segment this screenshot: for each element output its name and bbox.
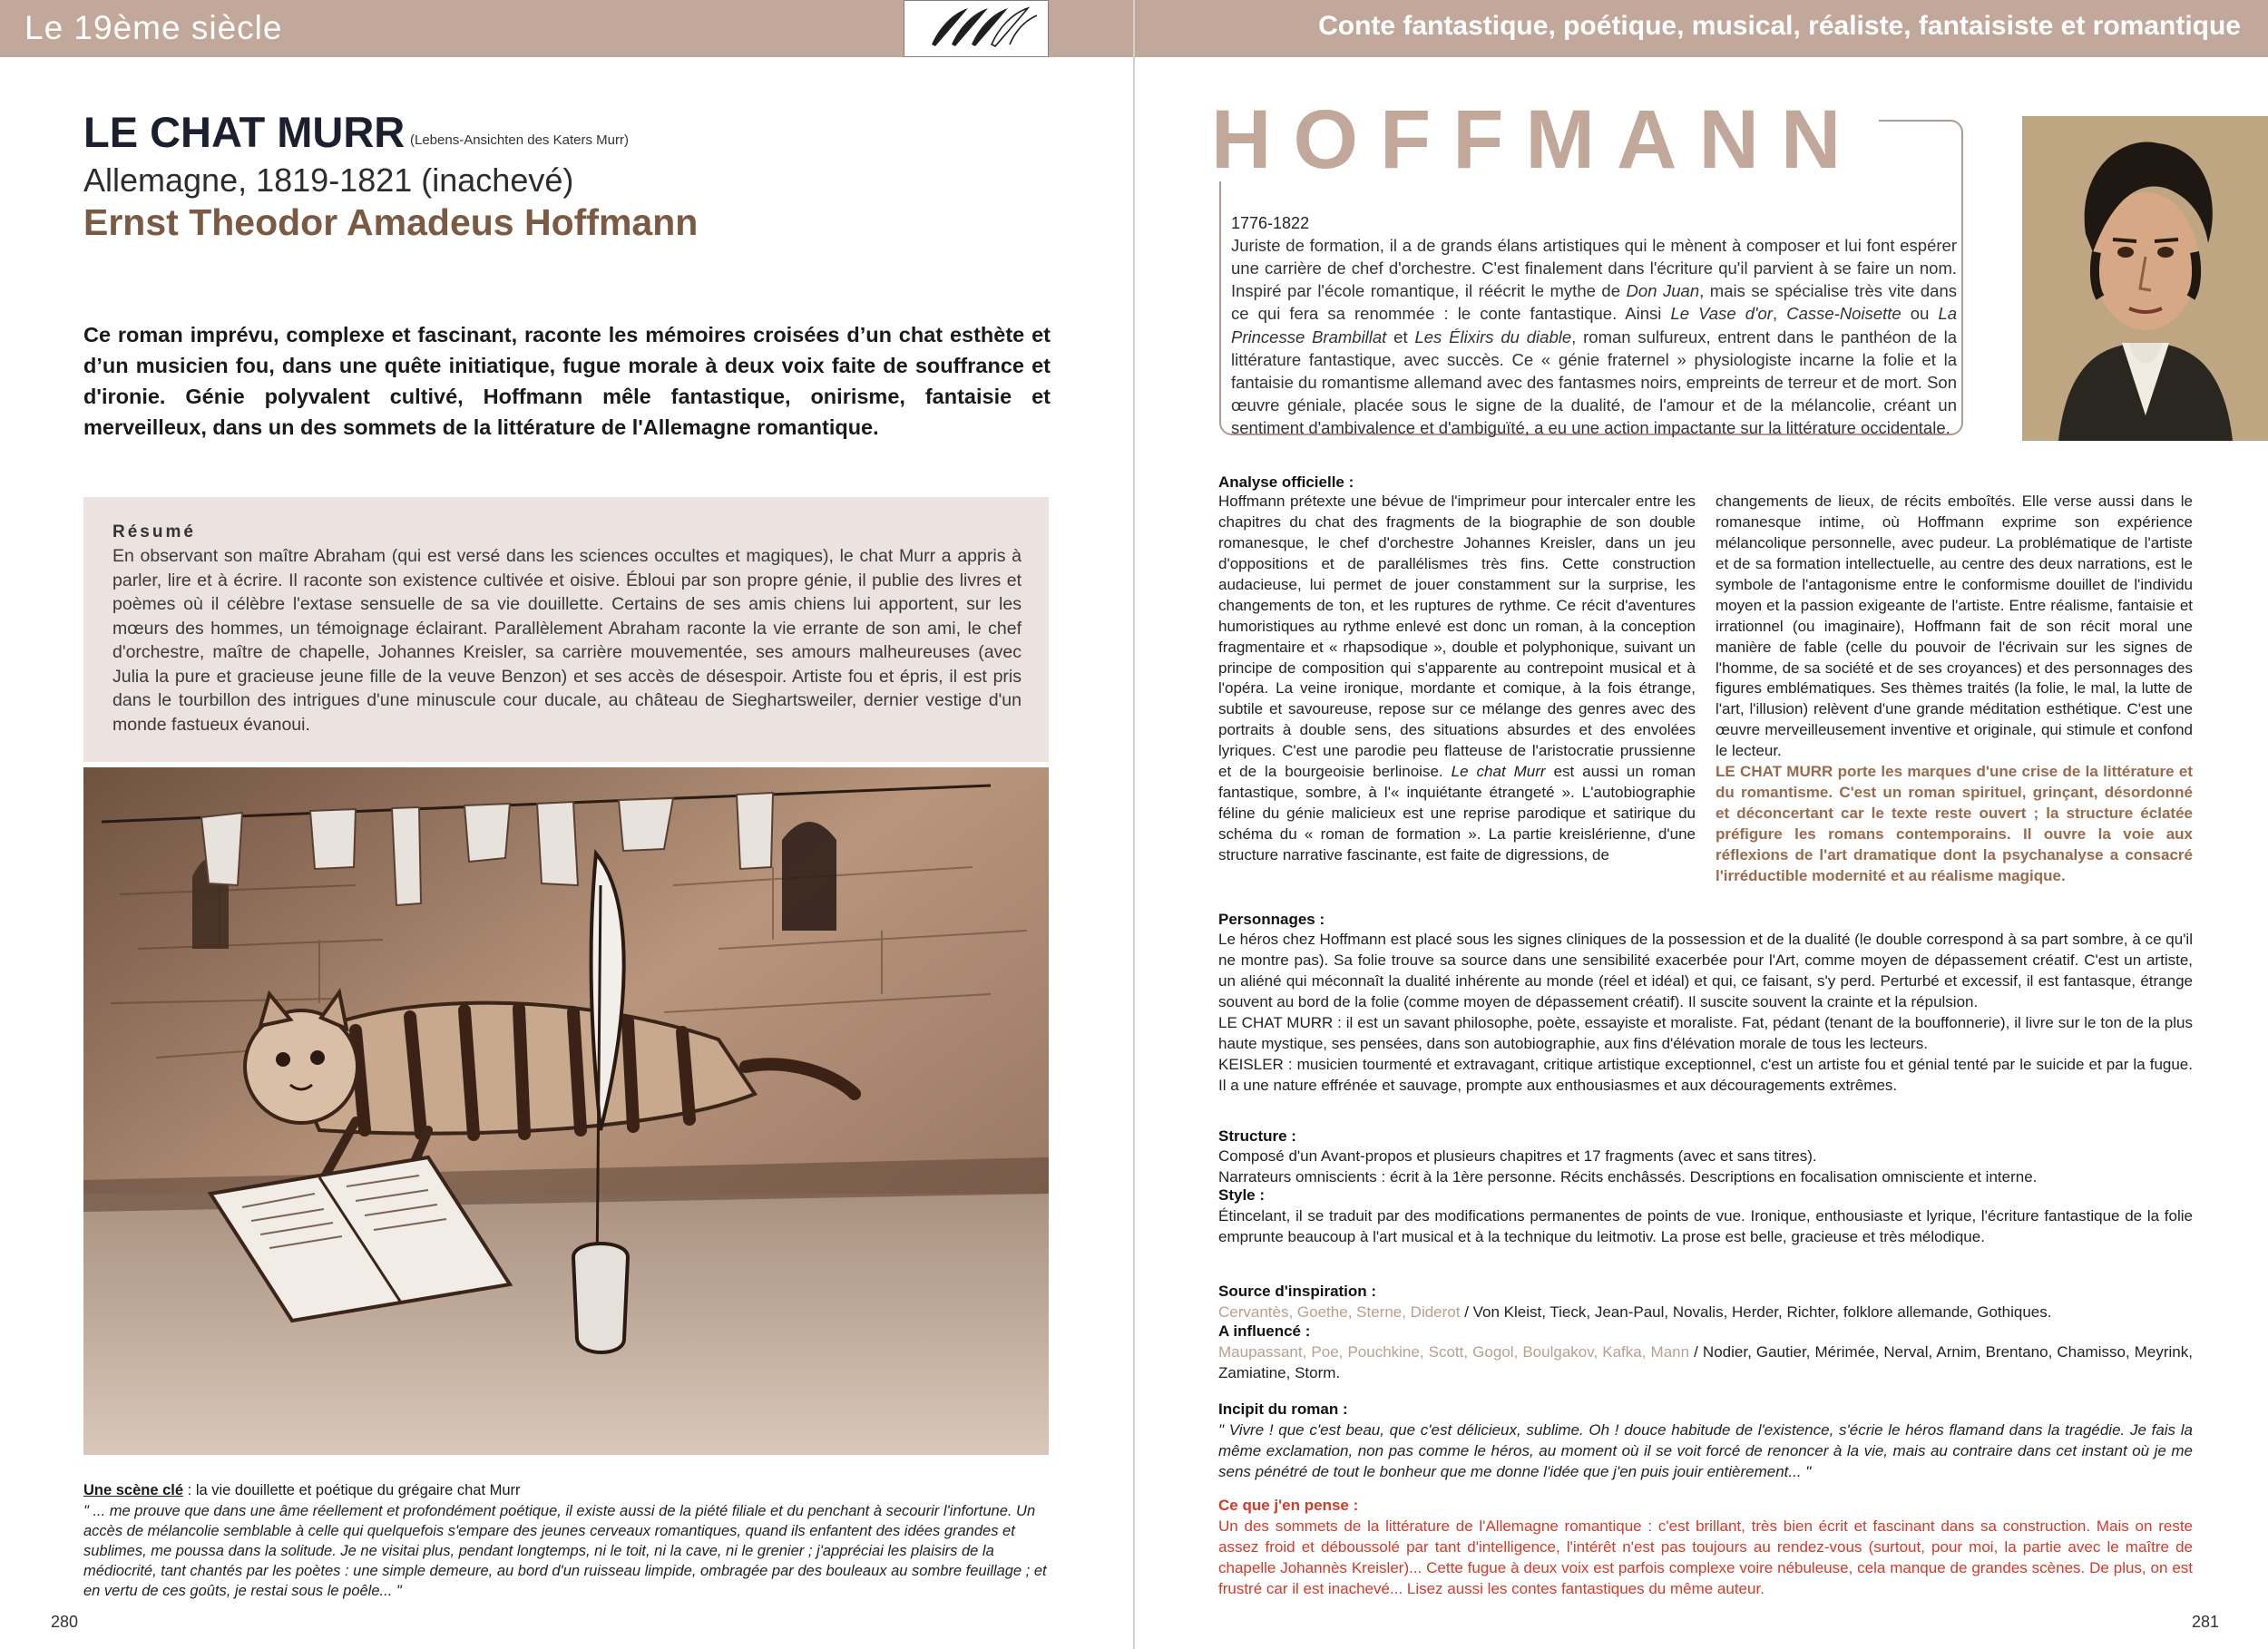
page-number-right: 281 (2192, 1613, 2220, 1631)
sources-links[interactable]: Cervantès, Goethe, Sterne, Diderot (1218, 1303, 1461, 1321)
summary-box (83, 497, 1049, 762)
key-scene-quote: " ... me prouve que dans une âme réellement et profondément poétique, il existe aussi de la piété filiale et du penchant à secourir l'infortune. Un accès de mélancolie semblable à celle qui quelquefois s'empare des jeunes cerveaux romantiques, quand ils enfantent des idées grandes et sublimes, me poussa dans la solitude. Je ne visitai plus, pendant longtemps, ni le toit, ni la cave, ni le grenier ; j'appréciai les plaisirs de la médiocrité, tant chantés par les poètes : une simple demeure, au bord d'un ruisseau limpide, ombragée par des bouleaux au sombre feuillage ; et en vertu de ces goûts, je restai sous le poêle... " (83, 1503, 1047, 1599)
sources-text: Cervantès, Goethe, Sterne, Diderot / Von Kleist, Tieck, Jean-Paul, Novalis, Herder, Richter, folklore allemande, Gothiques. (1218, 1303, 2052, 1321)
key-scene-label: Une scène clé : la vie douillette et poétique du grégaire chat Murr (83, 1482, 521, 1498)
author-dates: 1776-1822 (1231, 214, 1310, 232)
analysis-column-1: Hoffmann prétexte une bévue de l'imprimeur pour intercaler entre les chapitres du chat des fragments de la biographie de son double romanesque, le chef d'orchestre Johannes Kreisler, dans un jeu d'oppositions et de parallélismes très fins. Cette construction audacieuse, lui permet de jouer constamment sur la surprise, les changements de ton, et les ruptures de rythme. Ce récit d'aventures humoristiques au rythme enlevé est donc un roman, à la conception fragmentaire et « rhapsodique », double et polyphonique, suivant un principe de composition qui s'apparente au contrepoint musical et à l'opéra. La veine ironique, mordante et comique, à la fois étrange, subtile et savoureuse, repose sur ce mélange des genres avec des portraits à double sens, des situations absurdes et des envolées lyriques. C'est une parodie peu flatteuse de l'aristocratie prussienne et de la bourgeoisie berlinoise. Le chat Murr est aussi un roman fantastique, sombre, à l'« inquiétante étrangeté ». L'autobiographie féline du génie malicieux est une reprise parodique et satirique du schéma du « roman de formation ». La partie kreislérienne, d'une structure narrative fascinante, est faite de digressions, de (1218, 493, 1696, 864)
influenced-text: Maupassant, Poe, Pouchkine, Scott, Gogol, Boulgakov, Kafka, Mann / Nodier, Gautier, Mérimée, Nerval, Arnim, Brentano, Chamisso, Meyrink, Zamiatine, Storm. (1218, 1343, 2193, 1381)
summary-text: En observant son maître Abraham (qui est versé dans les sciences occultes et magiques), le chat Murr a appris à parler, lire et à écrire. Il raconte son existence cultivée et oisive. Ébloui par son propre génie, il publie des livres et poèmes où il célèbre l'extase sensuelle de sa vie douillette. Certains de ses amis chiens lui apportent, sur les mœurs des hommes, un témoignage éclairant. Parallèlement Abraham raconte la vie errante de son ami, le chef d'orchestre, maître de chapelle, Johannes Kreisler, sa carrière mouvementée, ses amours malheureuses (avec Julia la pure et gracieuse jeune fille de la veuve Benzon) et ses accès de désespoir. Artiste fou et épris, il est pris dans le tourbillon des intrigues d'une minuscule cour ducale, au château de Sieghartsweiler, dernier vestige d'un monde fastueux évanoui. (112, 546, 1022, 735)
quill-feathers-icon (904, 0, 1049, 57)
section-title: Le 19ème siècle (24, 9, 283, 46)
influenced-label: A influencé : (1218, 1322, 1311, 1340)
right-page (1135, 0, 2268, 1649)
sources-label: Source d'inspiration : (1218, 1283, 1377, 1300)
header-band-left (0, 0, 1134, 57)
analysis-label: Analyse officielle : (1218, 473, 1354, 491)
characters-text: Le héros chez Hoffmann est placé sous les signes cliniques de la possession et de la dualité (le double correspond à sa part sombre, à ce qu'il ne montre pas). Sa folie trouve sa source dans une sensibilité exacerbée pour l'Art, comme moyen de dépassement créatif. C'est un artiste, un aliéné qui méconnaît la dualité inhérente au monde (réel et idéal) et qui, ce faisant, s'y perd. Perturbé et excessif, il est fantasque, étrange souvent au bord de la folie (comme moyen de dépassement créatif). Il suscite souvent la crainte et la répulsion. LE CHAT MURR : il est un savant philosophe, poète, essayiste et moraliste. Fat, pédant (tenant de la bouffonnerie), il livre sur le ton de la plus haute mystique, ses pensées, dans son autobiographie, aux fins d'élévation morale de tous les lecteurs. KEISLER : musicien tourmenté et extravagant, critique artistique exceptionnel, c'est un artiste fou et génial tenté par le suicide et par la fugue. Il a une nature effrénée et sauvage, prompte aux enthousiasmes et aux découragements extrêmes. (1218, 931, 2193, 1094)
book-original-title: (Lebens-Ansichten des Katers Murr) (410, 132, 629, 148)
summary-title: Résumé (112, 522, 196, 542)
author-name: HOFFMANN (1211, 98, 1879, 181)
genre-title: Conte fantastique, poétique, musical, réaliste, fantaisiste et romantique (1318, 11, 2241, 41)
book-meta: Allemagne, 1819-1821 (inachevé) (83, 161, 574, 199)
author-bio: Juriste de formation, il a de grands élans artistiques qui le mènent à composer et lui font espérer une carrière de chef d'orchestre. C'est finalement dans l'écriture qu'il parvient à se faire un nom. Inspiré par l'école romantique, il réécrit le mythe de Don Juan, mais se spécialise très vite dans ce qui fera sa renommée : le conte fantastique. Ainsi Le Vase d'or, Casse-Noisette ou La Princesse Brambillat et Les Élixirs du diable, roman sulfureux, entrent dans le panthéon de la littérature fantastique, avec succès. Ce « génie fraternel » physiologiste incarne la folie et la fantaisie du romantisme allemand avec des fantasmes noirs, empreints de terreur et de mort. Son œuvre géniale, placée sous le signe de la dualité, de l'amour et de la mélancolie, créant un sentiment d'ambivalence et d'ambiguïté, a eu une action impactante sur la littérature occidentale. (1231, 236, 1958, 438)
cat-writing-illustration (83, 767, 1049, 1455)
incipit-text: " Vivre ! que c'est beau, que c'est délicieux, sublime. Oh ! douce habitude de l'existence, s'écrie le héros flamand dans la tragédie. Je fais la même exclamation, non pas comme le héros, au moment où il se voit forcé de renoncer à la vie, mais au contraire dans cet instant où je me sens pénétré de tout le bonheur que me donne l'idée que j'en puis jouir entièrement... " (1218, 1421, 2193, 1480)
style-label: Style : (1218, 1186, 1266, 1204)
analysis-highlight: LE CHAT MURR porte les marques d'une crise de la littérature et du romantisme. C'est un roman spirituel, grinçant, désordonné et déconcertant car le texte reste ouvert ; la structure éclatée préfigure les romans contemporains. Il ouvre la voie aux réflexions de l'art dramatique dont la psychanalyse a consacré l'irréductible modernité et au réalisme magique. (1716, 763, 2193, 884)
page-number-left: 280 (51, 1613, 79, 1631)
opinion-text: Un des sommets de la littérature de l'Allemagne romantique : c'est brillant, très bien écrit et fascinant dans sa construction. Mais on reste assez froid et déboussolé par tant d'intelligence, l'intérêt n'est pas toujours au rendez-vous (surtout, pour moi, la partie avec le maître de chapelle Johannès Kreisler)... Cette fugue à deux voix est parfois complexe voire nébuleuse, cela manque de grandes scènes. De plus, on est frustré car il est inachevé... Lisez aussi les contes fantastiques du même auteur. (1218, 1517, 2193, 1597)
author-portrait (2022, 116, 2268, 441)
opinion-label: Ce que j'en pense : (1218, 1497, 1359, 1514)
analysis-column-2: changements de lieux, de récits emboîtés. Elle verse aussi dans le romanesque intime, où Hoffmann exprime son expérience mélancolique personnelle, avec pudeur. La problématique de l'artiste et de sa formation intellectuelle, au centre des deux narrations, est le symbole de l'antagonisme entre le conformisme douillet de l'individu moyen et la passion exigeante de l'artiste. Entre réalisme, fantaisie et irrationnel (ou imaginaire), Hoffmann fait de son récit moral une manière de fable (celle du pouvoir de l'écrivain sur les signes de l'homme, de sa société et de ses croyances) et des personnages des figures emblématiques. Ses thèmes traités (la folie, le mal, la lutte de l'art, l'illusion) relèvent d'une grande méditation esthétique. C'est une œuvre merveilleusement inventive et originale, qui stimule et confond le lecteur. LE CHAT MURR porte les marques d'une crise de la littérature et du romantisme. C'est un roman spirituel, grinçant, désordonné et déconcertant car le texte reste ouvert ; la structure éclatée préfigure les romans contemporains. Il ouvre la voie aux réflexions de l'art dramatique dont la psychanalyse a consacré l'irréductible modernité et au réalisme magique. (1716, 493, 2193, 884)
book-author: Ernst Theodor Amadeus Hoffmann (83, 201, 699, 243)
intro-paragraph: Ce roman imprévu, complexe et fascinant, raconte les mémoires croisées d’un chat esthète et d’un musicien fou, dans une quête initiatique, fugue morale à deux voix faite de souffrance et d'ironie. Génie polyvalent cultivé, Hoffmann mêle fantastique, onirisme, fantaisie et merveilleux, dans un des sommets de la littérature de l'Allemagne romantique. (83, 323, 1051, 440)
incipit-label: Incipit du roman : (1218, 1400, 1348, 1418)
book-title: LE CHAT MURR (83, 108, 406, 156)
structure-label: Structure : (1218, 1127, 1296, 1145)
structure-text: Composé d'un Avant-propos et plusieurs chapitres et 17 fragments (avec et sans titres). Narrateurs omniscients : écrit à la 1ère personne. Récits enchâssés. Descriptions en focalisation omnisciente et interne. (1218, 1147, 2038, 1186)
influenced-links[interactable]: Maupassant, Poe, Pouchkine, Scott, Gogol, Boulgakov, Kafka, Mann (1218, 1343, 1690, 1361)
characters-label: Personnages : (1218, 911, 1325, 928)
header-band-right (1135, 0, 2268, 57)
style-text: Étincelant, il se traduit par des modifications permanentes de points de vue. Ironique, enthousiaste et lyrique, l'écriture fantastique de la folie emprunte beaucoup à l'art musical et à la technique du leitmotiv. La prose est belle, gracieuse et très mélodique. (1218, 1207, 2193, 1245)
